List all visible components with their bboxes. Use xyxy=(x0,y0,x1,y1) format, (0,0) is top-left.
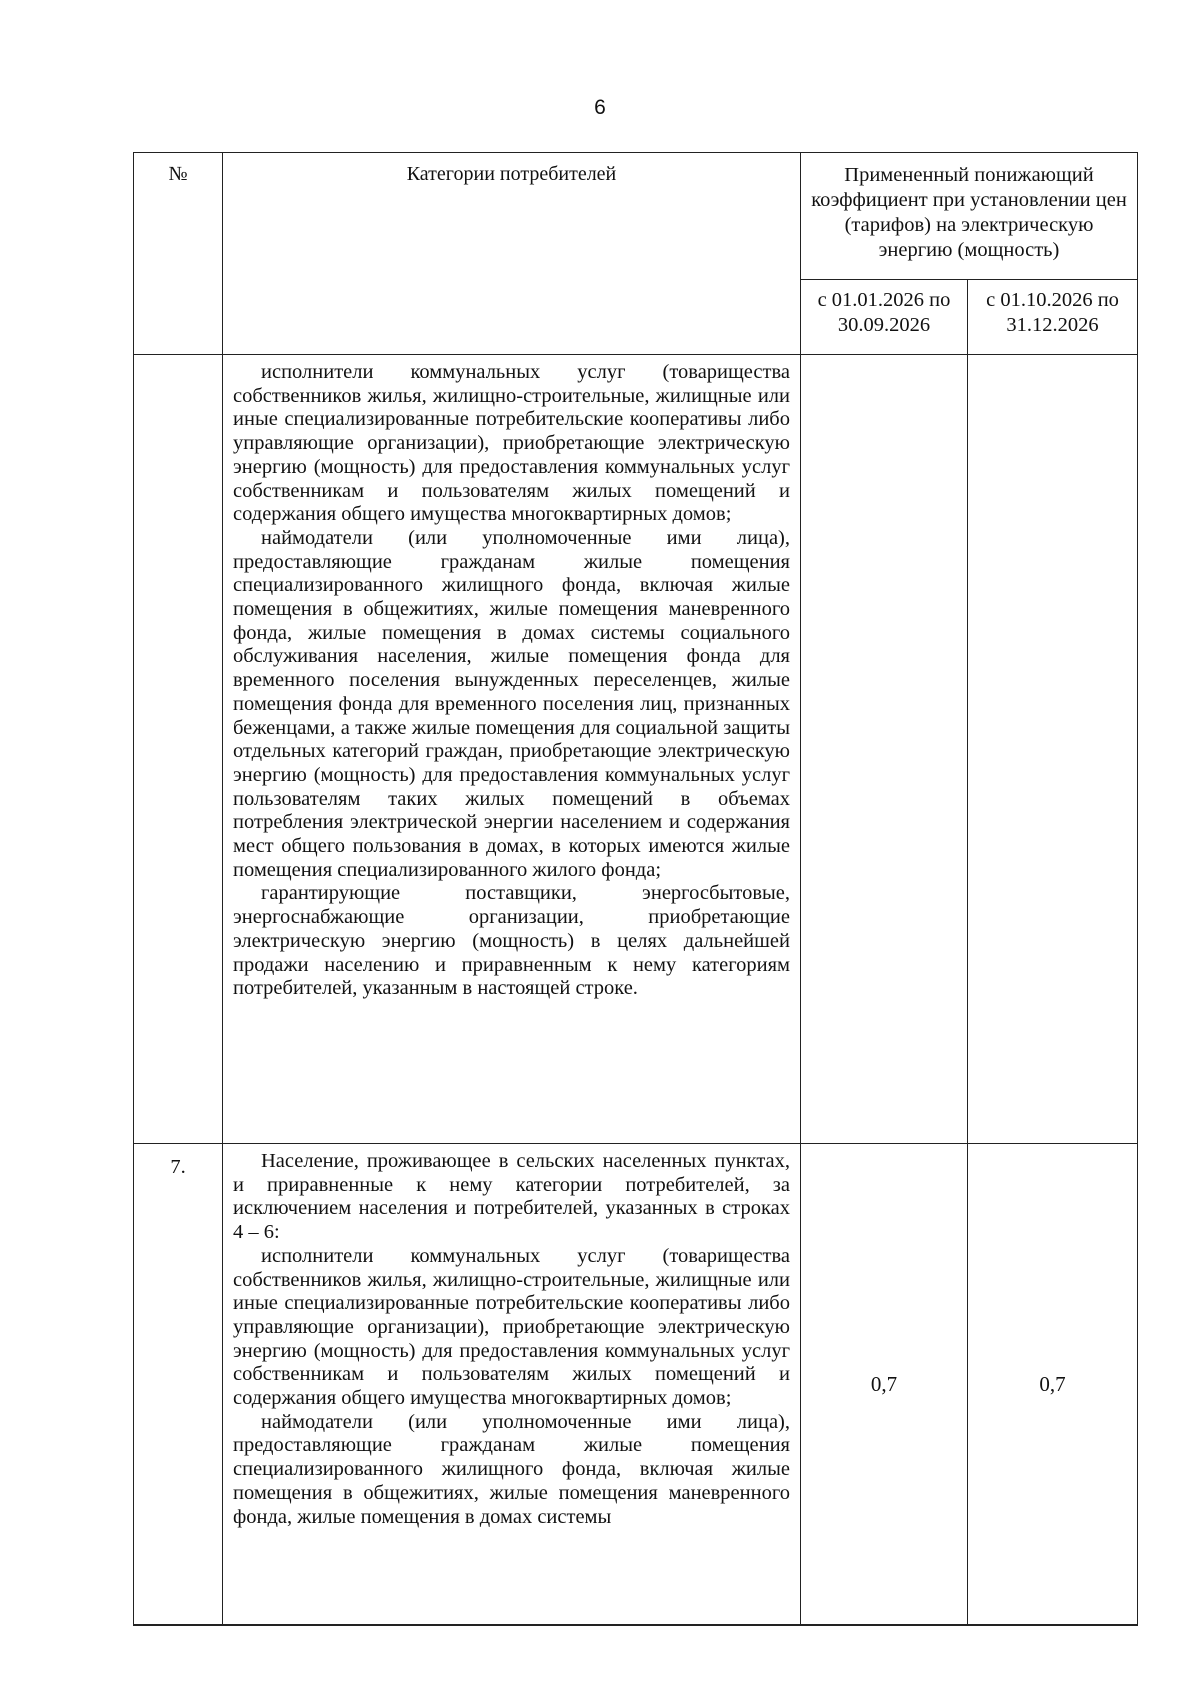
row-value-period-1: 0,7 xyxy=(801,1144,968,1626)
tariff-table xyxy=(133,152,1138,1626)
header-coefficient: Примененный понижающий коэффициент при установлении цен (тарифов) на электрическую энергию (мощность) xyxy=(801,153,1138,280)
row-category xyxy=(223,355,801,1144)
row-paragraph: исполнители коммунальных услуг (товарищества собственников жилья, жилищно-строительные, жилищные или иные специализированные потребительские кооперативы либо управляющие организации), приобретающие электрическую энергию (мощность) для предоставления коммунальных услуг собственникам и пользователям жилых помещений и содержания общего имущества многоквартирных домов; xyxy=(233,361,790,526)
row-value-period-1 xyxy=(801,355,968,1144)
row-paragraph: гарантирующие поставщики, энергосбытовые, энергоснабжающие организации, приобретающие электрическую энергию (мощность) в целях дальнейшей продажи населению и приравненным к нему категориям потребителей, указанным в настоящей строке. xyxy=(233,882,790,1000)
row-value-period-2: 0,7 xyxy=(968,1144,1138,1626)
row-number: 7. xyxy=(134,1144,223,1626)
header-period-2: с 01.10.2026 по 31.12.2026 xyxy=(968,280,1138,355)
header-category: Категории потребителей xyxy=(223,153,801,355)
row-paragraph: наймодатели (или уполномоченные ими лица), предоставляющие гражданам жилые помещения специализированного жилищного фонда, включая жилые помещения в общежитиях, жилые помещения маневренного фонда, жилые помещения в домах системы социального обслуживания населения, жилые помещения фонда для временного поселения вынужденных переселенцев, жилые помещения фонда для временного поселения лиц, признанных беженцами, а также жилые помещения для социальной защиты отдельных категорий граждан, приобретающие электрическую энергию (мощность) для предоставления коммунальных услуг пользователям таких жилых помещений в объемах потребления электрической энергии населением и содержания мест общего пользования в домах, в которых имеются жилые помещения специализированного жилого фонда; xyxy=(233,526,790,881)
row-paragraph: наймодатели (или уполномоченные ими лица), предоставляющие гражданам жилые помещения специализированного жилищного фонда, включая жилые помещения в общежитиях, жилые помещения маневренного фонда, жилые помещения в домах системы xyxy=(233,1410,790,1528)
row-category xyxy=(223,1144,801,1626)
row-paragraph: исполнители коммунальных услуг (товарищества собственников жилья, жилищно-строительные, жилищные или иные специализированные потребительские кооперативы либо управляющие организации), приобретающие электрическую энергию (мощность) для предоставления коммунальных услуг собственникам и пользователям жилых помещений и содержания общего имущества многоквартирных домов; xyxy=(233,1244,790,1410)
header-num: № xyxy=(134,153,223,355)
row-paragraph: Население, проживающее в сельских населенных пунктах, и приравненные к нему категории потребителей, за исключением населения и потребителей, указанных в строках 4 – 6: xyxy=(233,1150,790,1244)
table-row xyxy=(134,355,1138,1144)
table-row xyxy=(134,1144,1138,1626)
header-period-1: с 01.01.2026 по 30.09.2026 xyxy=(801,280,968,355)
row-value-period-2 xyxy=(968,355,1138,1144)
page-number: 6 xyxy=(594,96,606,119)
header-row xyxy=(134,153,1138,280)
row-number xyxy=(134,355,223,1144)
